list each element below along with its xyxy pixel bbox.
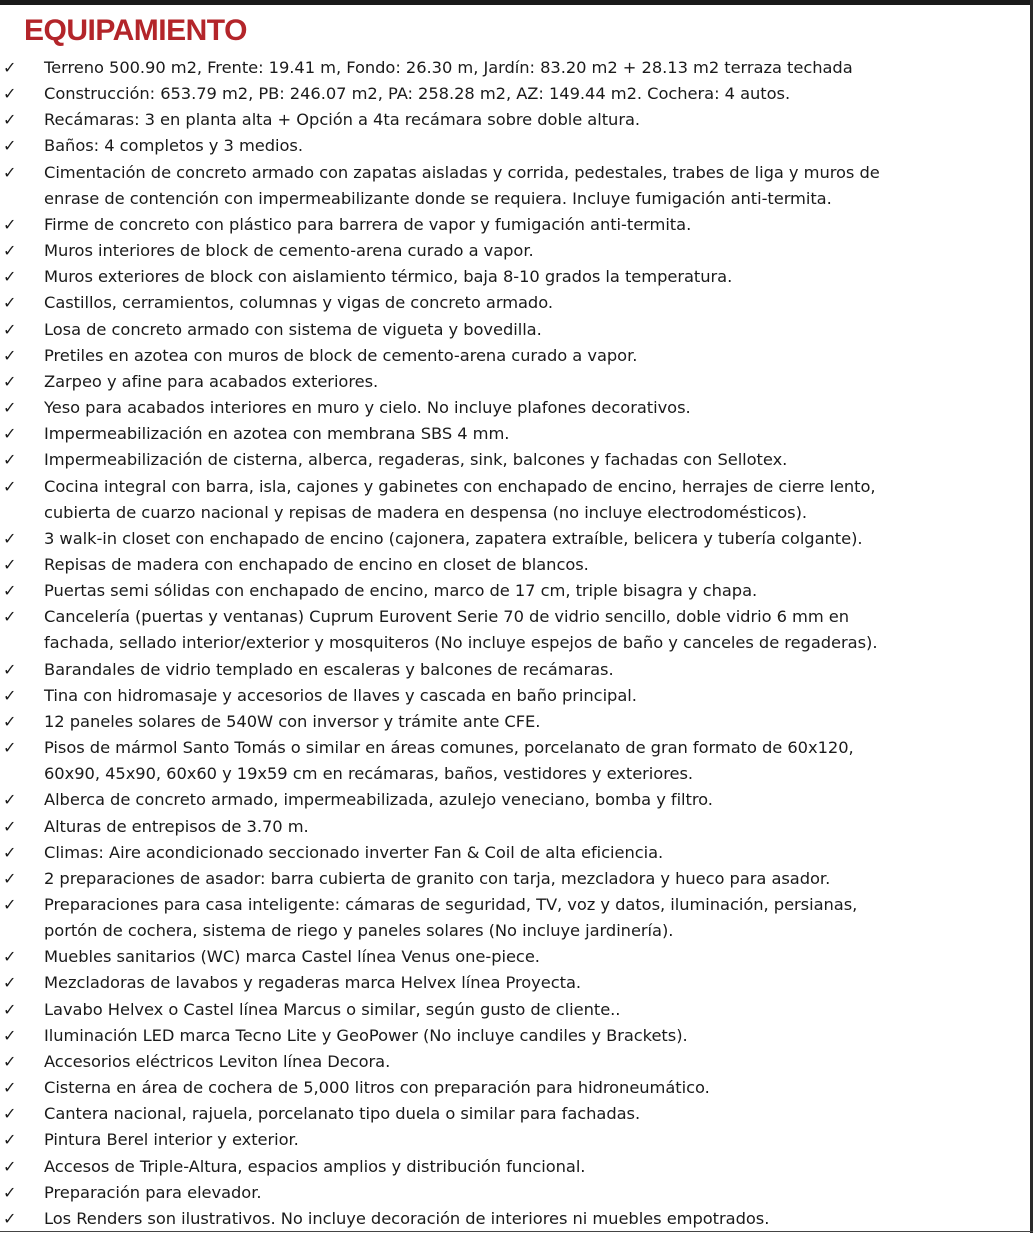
list-item-line: Barandales de vidrio templado en escaleras y balcones de recámaras. [44,659,614,679]
list-item [0,238,1020,264]
list-item-line: Preparaciones para casa inteligente: cámaras de seguridad, TV, voz y datos, iluminación, persianas, [44,895,858,914]
list-item-text [44,735,1020,787]
list-item-line: Firme de concreto con plástico para barrera de vapor y fumigación anti-termita. [44,214,692,234]
list-item-text [44,160,1020,212]
page-title: EQUIPAMIENTO [24,14,247,47]
list-item [0,814,1020,840]
checkmark-icon: ✓ [3,136,17,156]
list-item-line: Lavabo Helvex o Castel línea Marcus o similar, según gusto de cliente.. [44,999,621,1019]
list-item [0,1049,1020,1075]
list-item-line: enrase de contención con impermeabilizante donde se requiera. Incluye fumigación anti-termita. [44,188,832,208]
list-item-line: Repisas de madera con enchapado de encino en closet de blancos. [44,554,589,574]
checkmark-icon: ✓ [3,607,17,627]
list-item-line: 3 walk-in closet con enchapado de encino (cajonera, zapatera extraíble, belicera y tubería colgante). [44,528,863,548]
list-item-text [44,866,1020,892]
list-item-line: Iluminación LED marca Tecno Lite y GeoPower (No incluye candiles y Brackets). [44,1025,688,1045]
list-item-line: Climas: Aire acondicionado seccionado inverter Fan & Coil de alta eficiencia. [44,842,664,862]
checkmark-icon: ✓ [3,476,17,496]
list-item [0,840,1020,866]
list-item-text [44,578,1020,604]
list-item-line: Yeso para acabados interiores en muro y cielo. No incluye plafones decorativos. [44,398,691,418]
checkmark-icon: ✓ [3,110,17,130]
list-item-line: Accesorios eléctricos Leviton línea Decora. [44,1051,391,1071]
checkmark-icon: ✓ [3,1208,17,1228]
checkmark-icon: ✓ [3,1182,17,1202]
checkmark-icon: ✓ [3,424,17,444]
list-item [0,970,1020,996]
list-item-line: cubierta de cuarzo nacional y repisas de madera en despensa (no incluye electrodomésticos). [44,502,807,522]
list-item-text [44,814,1020,840]
list-item [0,474,1020,526]
list-item [0,1101,1020,1127]
list-item-line: Pintura Berel interior y exterior. [44,1130,299,1150]
checkmark-icon: ✓ [3,345,17,365]
list-item-line: Accesos de Triple-Altura, espacios amplios y distribución funcional. [44,1156,586,1176]
checkmark-icon: ✓ [3,895,17,914]
checkmark-icon: ✓ [3,58,17,77]
list-item [0,81,1020,107]
list-item-line: Muebles sanitarios (WC) marca Castel línea Venus one-piece. [44,947,540,967]
checkmark-icon: ✓ [3,842,17,862]
checkmark-icon: ✓ [3,738,17,758]
list-item [0,1180,1020,1206]
list-item [0,290,1020,316]
checkmark-icon: ✓ [3,528,17,548]
list-item-text [44,840,1020,866]
list-item-line: Puertas semi sólidas con enchapado de encino, marco de 17 cm, triple bisagra y chapa. [44,581,758,601]
list-item [0,212,1020,238]
list-item [0,552,1020,578]
list-item-line: Alberca de concreto armado, impermeabilizada, azulejo veneciano, bomba y filtro. [44,790,713,810]
list-item [0,526,1020,552]
list-item [0,735,1020,787]
list-item [0,421,1020,447]
list-item-text [44,238,1020,264]
checkmark-icon: ✓ [3,371,17,391]
list-item [0,317,1020,343]
list-item-text [44,892,1020,944]
list-item-line: Baños: 4 completos y 3 medios. [44,136,303,156]
list-item-text [44,264,1020,290]
checkmark-icon: ✓ [3,711,17,731]
list-item [0,866,1020,892]
list-item [0,683,1020,709]
list-item-text [44,212,1020,238]
list-item [0,1023,1020,1049]
checkmark-icon: ✓ [3,162,17,182]
list-item-text [44,421,1020,447]
list-item-line: Castillos, cerramientos, columnas y vigas de concreto armado. [44,293,553,313]
checkmark-icon: ✓ [3,450,17,470]
list-item-text [44,552,1020,578]
list-item-line: Losa de concreto armado con sistema de vigueta y bovedilla. [44,319,542,339]
list-item-text [44,395,1020,421]
list-item [0,1154,1020,1180]
list-item-line: Recámaras: 3 en planta alta + Opción a 4ta recámara sobre doble altura. [44,110,641,130]
list-item-text [44,1023,1020,1049]
list-item [0,1075,1020,1101]
checkmark-icon: ✓ [3,999,17,1019]
list-item-text [44,709,1020,735]
checkmark-icon: ✓ [3,973,17,993]
list-item-line: 12 paneles solares de 540W con inversor y trámite ante CFE. [44,711,541,731]
list-item [0,369,1020,395]
list-item [0,264,1020,290]
list-item-text [44,133,1020,159]
list-item-line: Tina con hidromasaje y accesorios de llaves y cascada en baño principal. [44,685,637,705]
checkmark-icon: ✓ [3,398,17,418]
checkmark-icon: ✓ [3,267,17,287]
list-item [0,787,1020,813]
list-item-text [44,604,1020,656]
checkmark-icon: ✓ [3,1051,17,1071]
top-border [0,0,1033,5]
list-item-line: Alturas de entrepisos de 3.70 m. [44,816,309,836]
list-item-line: Pretiles en azotea con muros de block de cemento-arena curado a vapor. [44,345,638,365]
list-item-text [44,970,1020,996]
list-item [0,892,1020,944]
list-item [0,1206,1020,1232]
list-item-line: Zarpeo y afine para acabados exteriores. [44,371,379,391]
list-item [0,55,1020,81]
list-item [0,343,1020,369]
checkmark-icon: ✓ [3,84,17,104]
list-item-text [44,944,1020,970]
list-item [0,160,1020,212]
checkmark-icon: ✓ [3,581,17,601]
list-item-line: Cantera nacional, rajuela, porcelanato tipo duela o similar para fachadas. [44,1104,641,1124]
list-item-text [44,1101,1020,1127]
checkmark-icon: ✓ [3,293,17,313]
checkmark-icon: ✓ [3,947,17,967]
list-item-text [44,1075,1020,1101]
list-item [0,447,1020,473]
list-item-text [44,474,1020,526]
checkmark-icon: ✓ [3,319,17,339]
list-item-text [44,1154,1020,1180]
list-item-line: Muros exteriores de block con aislamiento térmico, baja 8-10 grados la temperatura. [44,267,733,287]
list-item-line: Construcción: 653.79 m2, PB: 246.07 m2, PA: 258.28 m2, AZ: 149.44 m2. Cochera: 4 autos. [44,84,791,104]
list-item-line: 60x90, 45x90, 60x60 y 19x59 cm en recámaras, baños, vestidores y exteriores. [44,764,694,784]
list-item-line: Cisterna en área de cochera de 5,000 litros con preparación para hidroneumático. [44,1078,710,1098]
list-item-text [44,657,1020,683]
list-item-line: portón de cochera, sistema de riego y paneles solares (No incluye jardinería). [44,921,674,941]
list-item-text [44,1127,1020,1153]
list-item-text [44,369,1020,395]
list-item-line: Cocina integral con barra, isla, cajones y gabinetes con enchapado de encino, herrajes de cierre lento, [44,476,876,496]
list-item [0,395,1020,421]
list-item-line: Pisos de mármol Santo Tomás o similar en áreas comunes, porcelanato de gran formato de 60x120, [44,738,854,758]
list-item [0,709,1020,735]
list-item-line: fachada, sellado interior/exterior y mosquiteros (No incluye espejos de baño y canceles de regaderas). [44,633,878,653]
list-item-line: Mezcladoras de lavabos y regaderas marca Helvex línea Proyecta. [44,973,582,993]
list-item-text [44,997,1020,1023]
checkmark-icon: ✓ [3,790,17,810]
list-item [0,1127,1020,1153]
list-item-text [44,447,1020,473]
list-item [0,944,1020,970]
checkmark-icon: ✓ [3,685,17,705]
list-item-text [44,1049,1020,1075]
list-item-line: Cancelería (puertas y ventanas) Cuprum Eurovent Serie 70 de vidrio sencillo, doble vidrio 6 mm en [44,607,850,627]
list-item [0,133,1020,159]
list-item-line: Terreno 500.90 m2, Frente: 19.41 m, Fondo: 26.30 m, Jardín: 83.20 m2 + 28.13 m2 terraza techada [44,58,853,77]
list-item-text [44,526,1020,552]
list-item-text [44,787,1020,813]
list-item-text [44,107,1020,133]
list-item-line: Los Renders son ilustrativos. No incluye decoración de interiores ni muebles empotrados. [44,1208,770,1228]
equipment-list [0,55,1020,1232]
list-item [0,657,1020,683]
checkmark-icon: ✓ [3,868,17,888]
list-item-line: Impermeabilización en azotea con membrana SBS 4 mm. [44,424,510,444]
list-item-line: Preparación para elevador. [44,1182,262,1202]
checkmark-icon: ✓ [3,816,17,836]
checkmark-icon: ✓ [3,1104,17,1124]
list-item-line: Muros interiores de block de cemento-arena curado a vapor. [44,241,534,261]
list-item-text [44,81,1020,107]
list-item-line: 2 preparaciones de asador: barra cubierta de granito con tarja, mezcladora y hueco para asador. [44,868,831,888]
checkmark-icon: ✓ [3,1156,17,1176]
list-item [0,578,1020,604]
list-item-line: Impermeabilización de cisterna, alberca, regaderas, sink, balcones y fachadas con Sellotex. [44,450,788,470]
list-item-text [44,343,1020,369]
list-item-text [44,317,1020,343]
checkmark-icon: ✓ [3,1130,17,1150]
list-item-text [44,55,1020,81]
list-item [0,997,1020,1023]
list-item-text [44,1180,1020,1206]
list-item-text [44,1206,1020,1232]
list-item-text [44,290,1020,316]
checkmark-icon: ✓ [3,241,17,261]
list-item-text [44,683,1020,709]
list-item-line: Cimentación de concreto armado con zapatas aisladas y corrida, pedestales, trabes de liga y muros de [44,162,880,182]
list-item [0,107,1020,133]
list-item [0,604,1020,656]
checkmark-icon: ✓ [3,214,17,234]
checkmark-icon: ✓ [3,1025,17,1045]
checkmark-icon: ✓ [3,1078,17,1098]
checkmark-icon: ✓ [3,659,17,679]
checkmark-icon: ✓ [3,554,17,574]
